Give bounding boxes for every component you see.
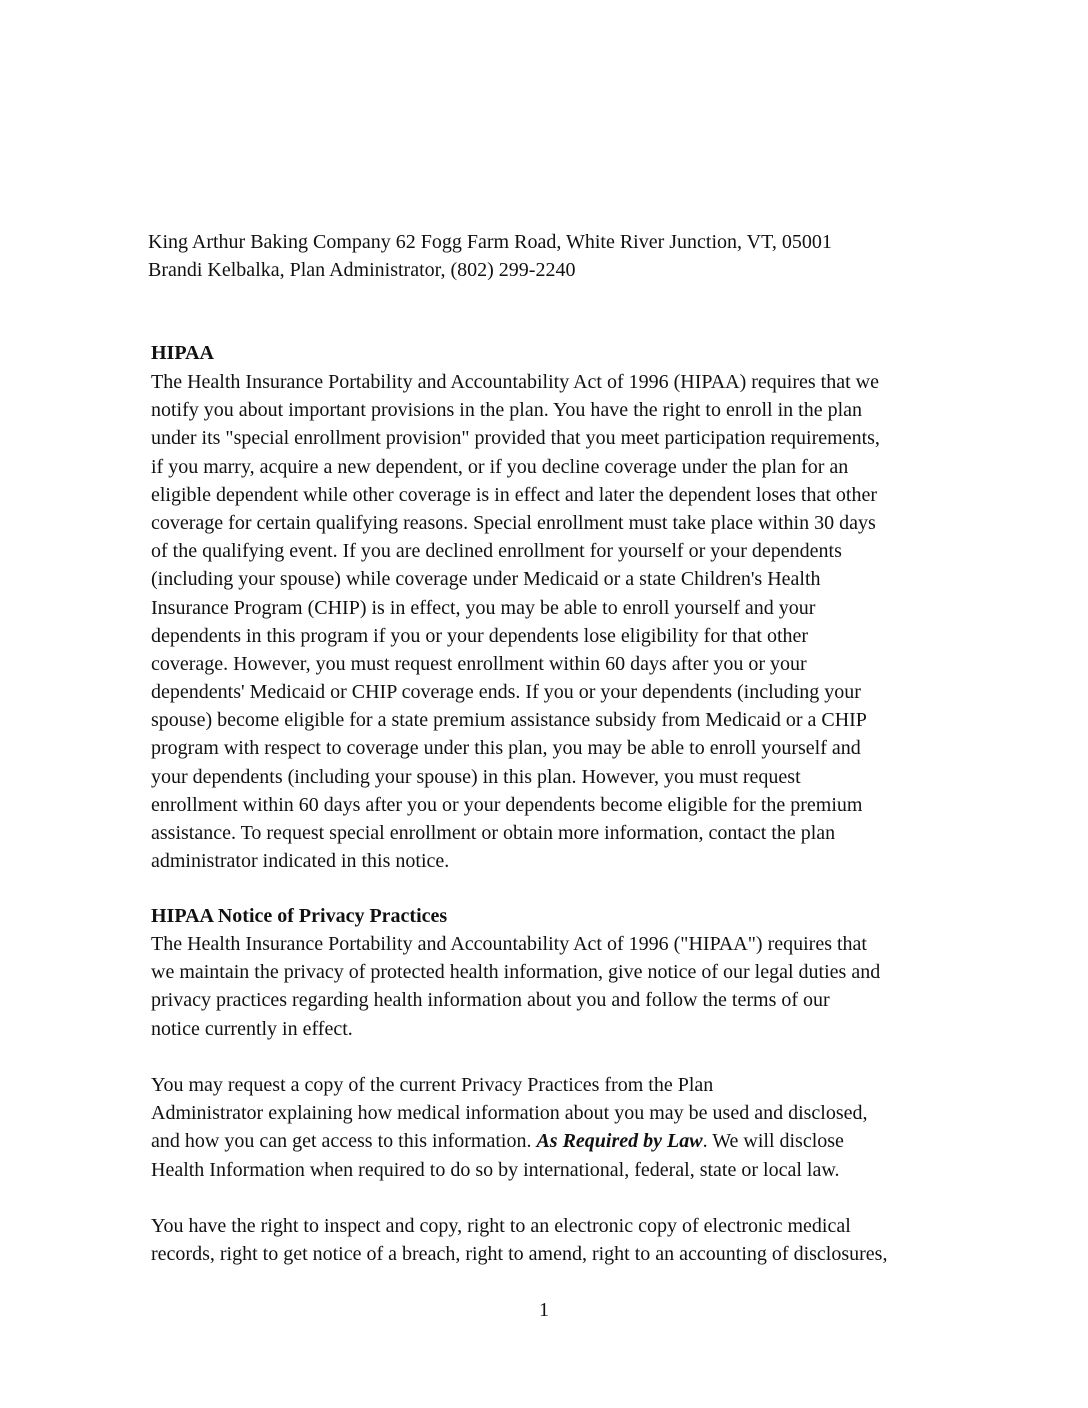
text-line: You may request a copy of the current Privacy Practices from the Plan	[151, 1074, 714, 1096]
text-line: administrator indicated in this notice.	[151, 850, 450, 873]
text-line: notify you about important provisions in the plan. You have the right to enroll in the plan	[151, 399, 863, 422]
text-line: dependents in this program if you or your dependents lose eligibility for that other	[151, 624, 809, 647]
text-line: dependents' Medicaid or CHIP coverage ends. If you or your dependents (including your	[151, 681, 861, 704]
text-line: Administrator explaining how medical information about you may be used and disclosed,	[151, 1102, 868, 1125]
text-line: enrollment within 60 days after you or your dependents become eligible for the premium	[151, 793, 863, 816]
text-line: we maintain the privacy of protected health information, give notice of our legal duties and	[151, 961, 881, 984]
privacy-section-heading: HIPAA Notice of Privacy Practices	[151, 905, 448, 927]
text-line: You have the right to inspect and copy, right to an electronic copy of electronic medical	[151, 1215, 851, 1237]
text-line: if you marry, acquire a new dependent, or if you decline coverage under the plan for an	[151, 455, 849, 478]
text-line: (including your spouse) while coverage under Medicaid or a state Children's Health	[151, 568, 821, 591]
text-line: privacy practices regarding health information about you and follow the terms of our	[151, 989, 830, 1012]
text-line: eligible dependent while other coverage is in effect and later the dependent loses that other	[151, 483, 878, 506]
text-line: Insurance Program (CHIP) is in effect, you may be able to enroll yourself and your	[151, 596, 816, 619]
text-line: of the qualifying event. If you are declined enrollment for yourself or your dependents	[151, 540, 842, 563]
privacy-paragraph-2	[151, 1071, 868, 1184]
text-fragment: . We will disclose	[702, 1130, 844, 1153]
text-fragment: and how you can get access to this information.	[151, 1130, 537, 1153]
privacy-paragraph-3	[151, 1212, 887, 1268]
text-line: assistance. To request special enrollment or obtain more information, contact the plan	[151, 822, 836, 844]
text-line: The Health Insurance Portability and Accountability Act of 1996 (HIPAA) requires that we	[151, 371, 879, 393]
text-line	[151, 1127, 868, 1155]
text-line: Health Information when required to do so by international, federal, state or local law.	[151, 1158, 840, 1181]
privacy-paragraph-1	[151, 930, 880, 1043]
company-address-line: King Arthur Baking Company 62 Fogg Farm Road, White River Junction, VT, 05001	[148, 231, 832, 253]
text-line: coverage. However, you must request enrollment within 60 days after you or your	[151, 652, 807, 675]
text-line: your dependents (including your spouse) in this plan. However, you must request	[151, 765, 801, 788]
text-line: spouse) become eligible for a state premium assistance subsidy from Medicaid or a CHIP	[151, 709, 867, 732]
hipaa-section-body	[151, 368, 880, 875]
text-line: program with respect to coverage under this plan, you may be able to enroll yourself and	[151, 737, 861, 760]
text-line: records, right to get notice of a breach, right to amend, right to an accounting of disclosures,	[151, 1243, 888, 1266]
text-line: The Health Insurance Portability and Accountability Act of 1996 ("HIPAA") requires that	[151, 933, 867, 955]
text-line: notice currently in effect.	[151, 1017, 353, 1040]
plan-contact-block	[148, 228, 832, 284]
hipaa-section-heading: HIPAA	[151, 342, 214, 364]
text-line: coverage for certain qualifying reasons. Special enrollment must take place within 30 days	[151, 511, 876, 534]
text-line: under its "special enrollment provision" provided that you meet participation requirements,	[151, 427, 880, 450]
emphasis-as-required-by-law: As Required by Law	[536, 1130, 703, 1153]
page-number: 1	[539, 1299, 549, 1321]
plan-administrator-line: Brandi Kelbalka, Plan Administrator, (802) 299-2240	[148, 259, 576, 282]
